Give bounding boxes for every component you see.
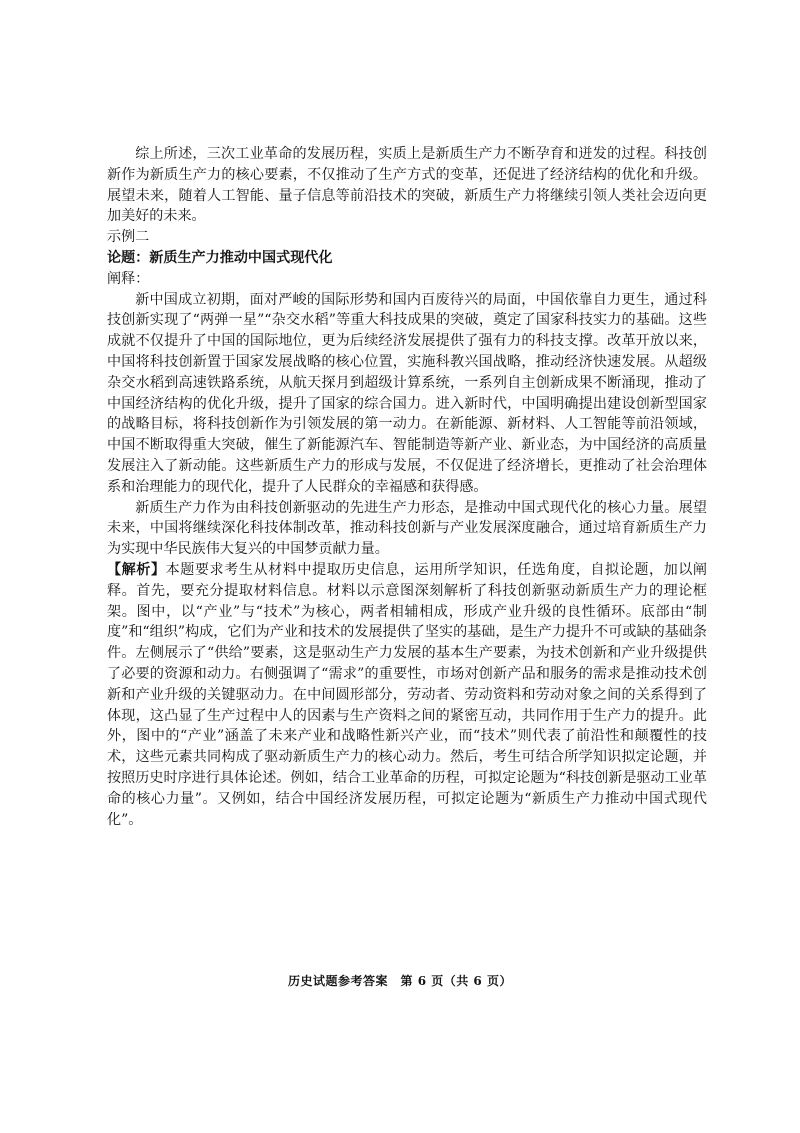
analysis-paragraph bbox=[107, 560, 707, 830]
topic-line bbox=[107, 248, 707, 269]
body-paragraph-1: 新中国成立初期，面对严峻的国际形势和国内百废待兴的局面，中国依靠自力更生，通过科技创新实现了“两弹一星”“杂交水稻”等重大科技成果的突破，奠定了国家科技实力的基础。这些成就不仅提升了中国的国际地位，更为后续经济发展提供了强有力的科技支撑。改革开放以来，中国将科技创新置于国家发展战略的核心位置，实施科教兴国战略，推动经济快速发展。从超级杂交水稻到高速铁路系统，从航天探月到超级计算系统，一系列自主创新成果不断涌现，推动了中国经济结构的优化升级，提升了国家的综合国力。进入新时代，中国明确提出建设创新型国家的战略目标，将科技创新作为引领发展的第一动力。在新能源、新材料、人工智能等前沿领域，中国不断取得重大突破，催生了新能源汽车、智能制造等新产业、新业态，为中国经济的高质量发展注入了新动能。这些新质生产力的形成与发展，不仅促进了经济增长，更推动了社会治理体系和治理能力的现代化，提升了人民群众的幸福感和获得感。 bbox=[107, 291, 707, 495]
page-footer: 历史试题参考答案 第 6 页（共 6 页） bbox=[288, 974, 512, 988]
analysis-label: 【解析】 bbox=[107, 561, 166, 578]
topic-text: 新质生产力推动中国式现代化 bbox=[149, 249, 333, 266]
body-paragraph-2: 新质生产力作为由科技创新驱动的先进生产力形态，是推动中国式现代化的核心力量。展望未来，中国将继续深化科技体制改革，推动科技创新与产业发展深度融合，通过培育新质生产力为实现中华民族伟大复兴的中国梦贡献力量。 bbox=[107, 499, 707, 558]
topic-prefix: 论题： bbox=[107, 249, 150, 266]
analysis-text: 本题要求考生从材料中提取历史信息，运用所学知识，任选角度，自拟论题，加以阐释。首先，要充分提取材料信息。材料以示意图深刻解析了科技创新驱动新质生产力的理论框架。图中，以“产业”与“技术”为核心，两者相辅相成，形成产业升级的良性循环。底部由“制度”和“组织”构成，它们为产业和技术的发展提供了坚实的基础，是生产力提升不可或缺的基础条件。左侧展示了“供给”要素，这是驱动生产力发展的基本生产要素，为技术创新和产业升级提供了必要的资源和动力。右侧强调了“需求”的重要性，市场对创新产品和服务的需求是推动技术创新和产业升级的关键驱动力。在中间圆形部分，劳动者、劳动资料和劳动对象之间的关系得到了体现，这凸显了生产过程中人的因素与生产资料之间的紧密互动，共同作用于生产力的提升。此外，图中的“产业”涵盖了未来产业和战略性新兴产业，而“技术”则代表了前沿性和颠覆性的技术，这些元素共同构成了驱动新质生产力的核心动力。然后，考生可结合所学知识拟定论题，并按照历史时序进行具体论述。例如，结合工业革命的历程，可拟定论题为“科技创新是驱动工业革命的核心力量”。又例如，结合中国经济发展历程，可拟定论题为“新质生产力推动中国式现代化”。 bbox=[107, 561, 707, 828]
page-content bbox=[107, 144, 707, 830]
conclusion-paragraph: 综上所述，三次工业革命的发展历程，实质上是新质生产力不断孕育和迸发的过程。科技创新作为新质生产力的核心要素，不仅推动了生产方式的变革，还促进了经济结构的优化和升级。展望未来，随着人工智能、量子信息等前沿技术的突破，新质生产力将继续引领人类社会迈向更加美好的未来。 bbox=[107, 146, 707, 225]
explain-label: 阐释： bbox=[107, 270, 150, 287]
example-label: 示例二 bbox=[107, 229, 150, 246]
